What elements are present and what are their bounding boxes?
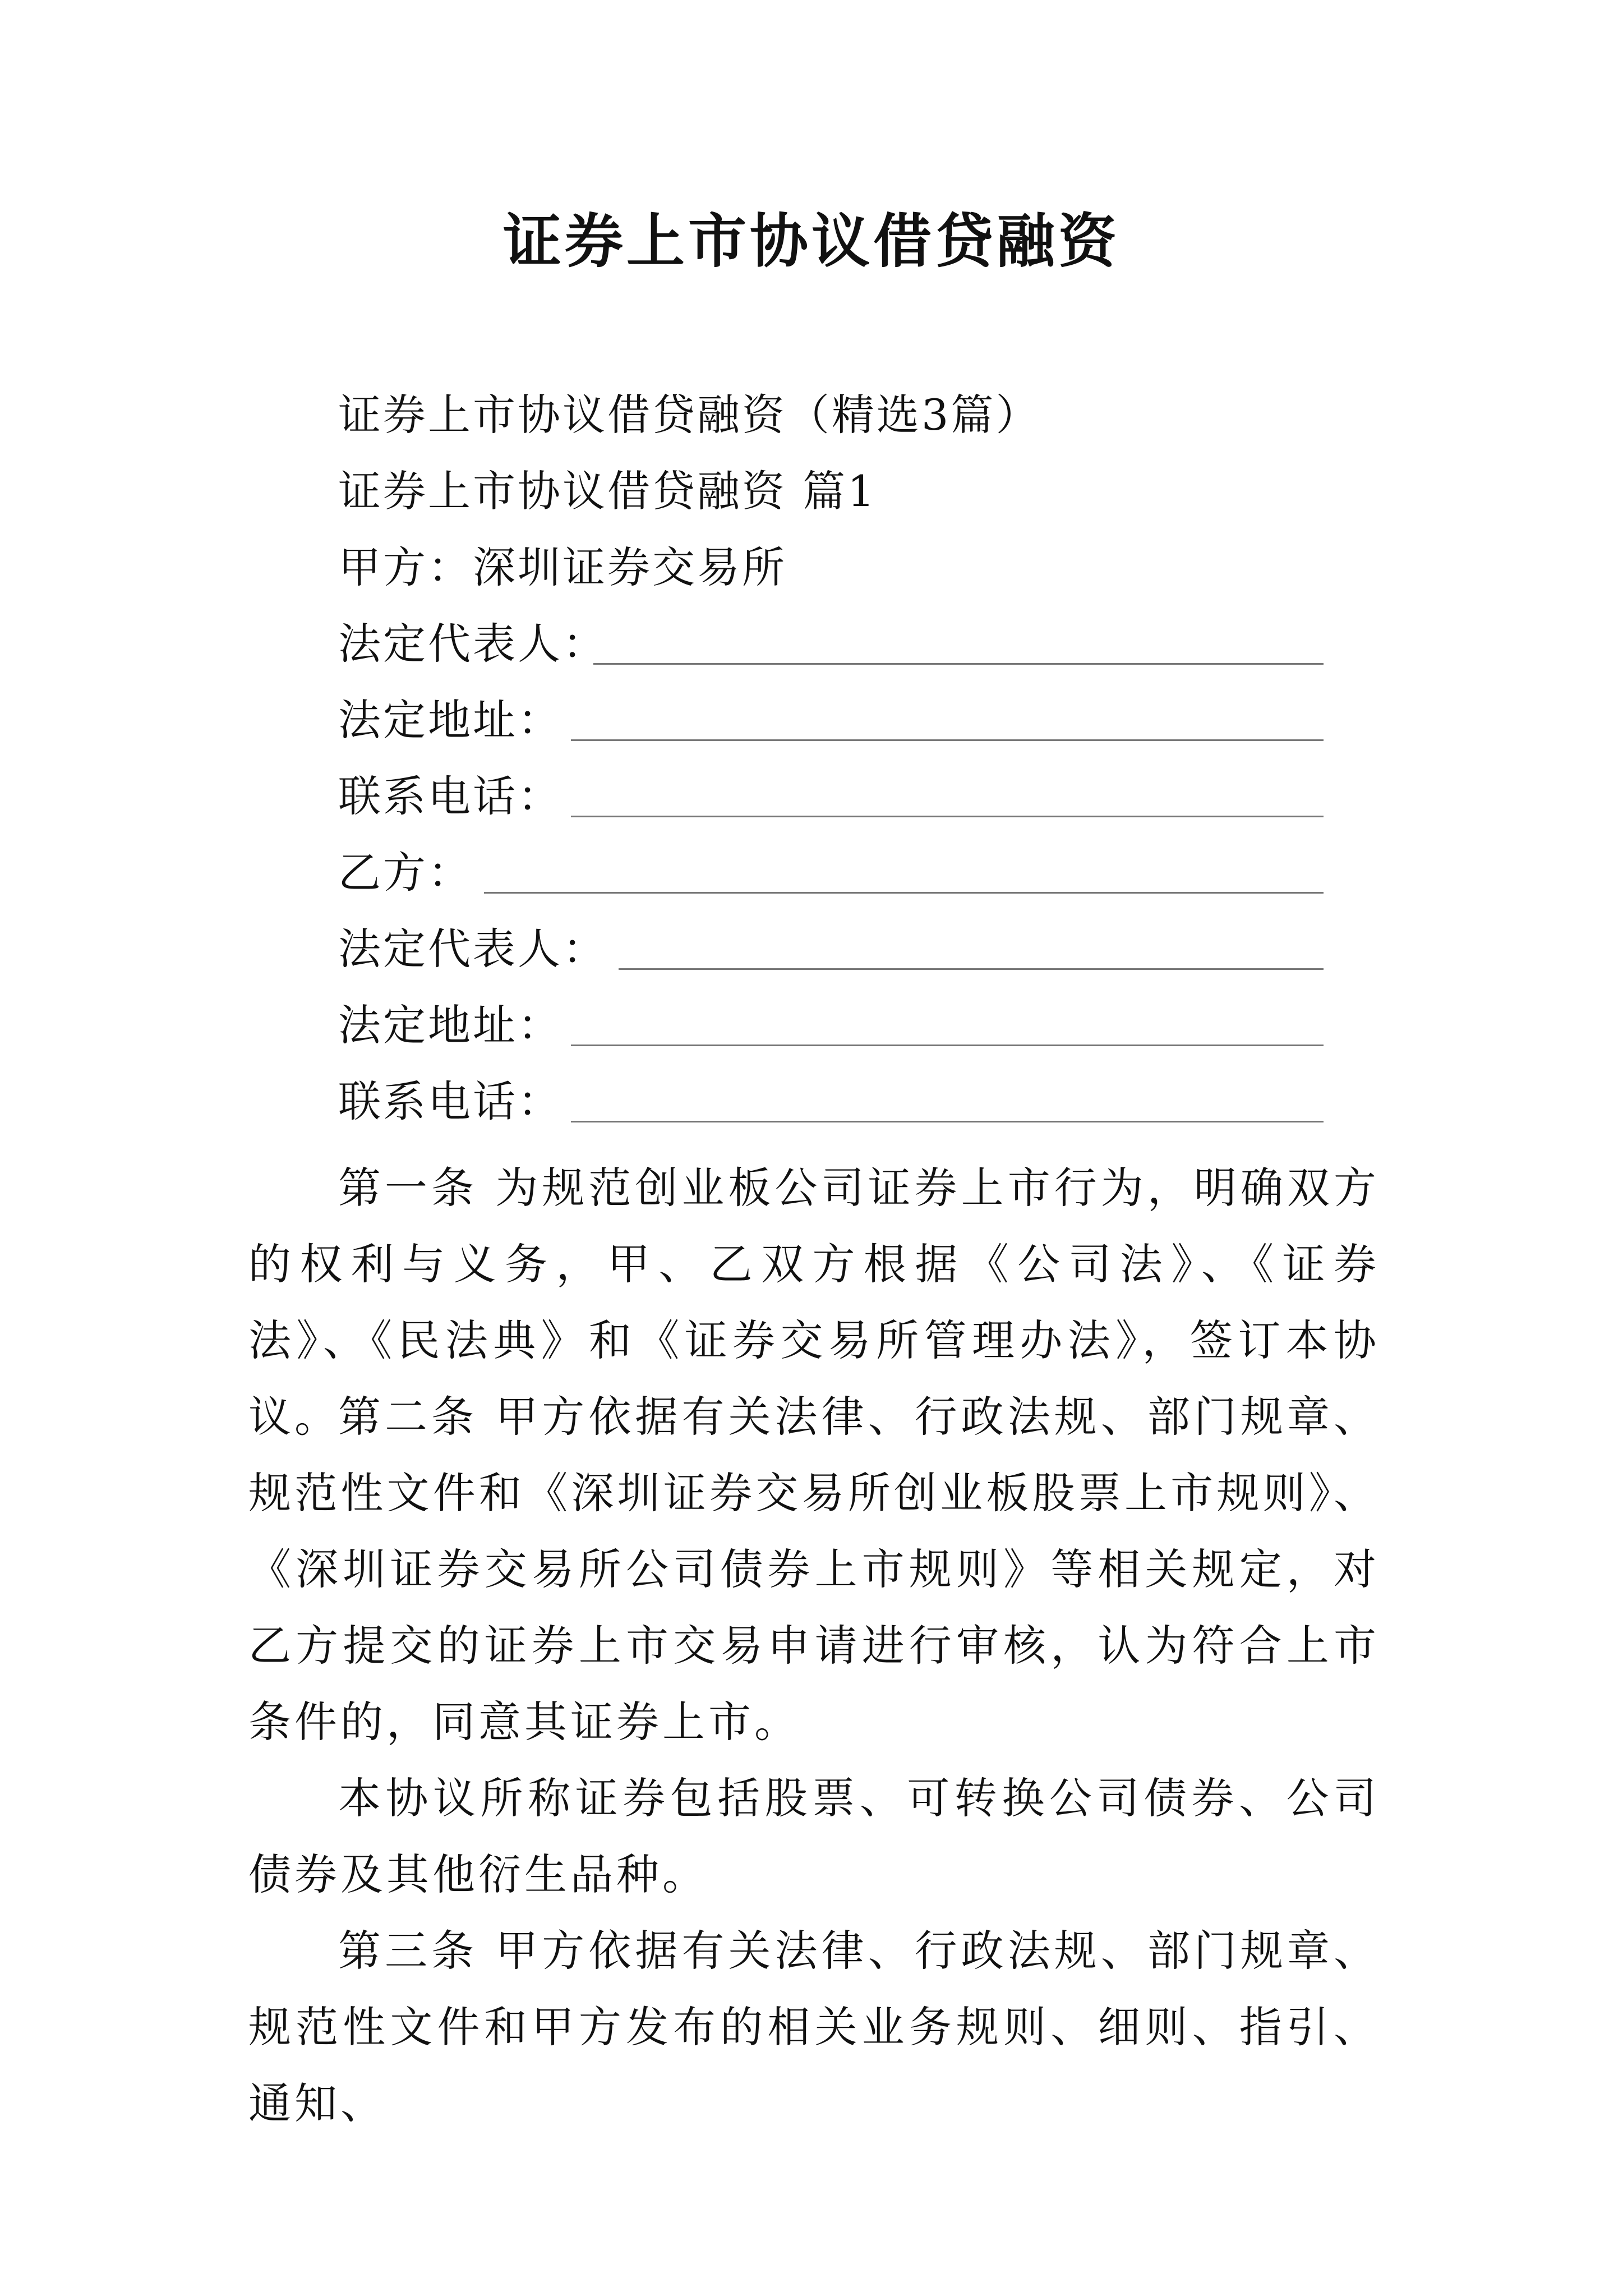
section-heading: 证券上市协议借贷融资 篇1 xyxy=(338,466,877,516)
party-a-representative-field xyxy=(338,616,1324,672)
article-2-paragraph: 第二条 甲方依据有关法律、行政法规、部门规章、规范性文件和《深圳证券交易所创业板股票上市规则》、《深圳证券交易所公司债券上市规则》等相关规定，对乙方提交的证券上市交易申请进行审核，认为符合上市条件的，同意其证券上市。 xyxy=(248,1392,1380,1747)
party-b-representative-blank xyxy=(619,968,1324,970)
party-a-phone-blank xyxy=(571,816,1324,817)
party-a-address-field xyxy=(338,692,1324,748)
party-a-phone-label: 联系电话： xyxy=(338,771,562,821)
party-b-name-label: 乙方： xyxy=(338,848,473,898)
article-3-paragraph: 第三条 甲方依据有关法律、行政法规、部门规章、规范性文件和甲方发布的相关业务规则、细则、指引、通知、 xyxy=(248,1926,1380,2128)
party-b-phone-blank xyxy=(571,1121,1324,1122)
party-a-phone-field xyxy=(338,769,1324,825)
party-b-phone-field xyxy=(338,1074,1324,1130)
document-title: 证券上市协议借贷融资 xyxy=(502,206,1120,275)
party-a-name: 甲方：深圳证券交易所 xyxy=(338,542,787,592)
party-a-address-blank xyxy=(571,739,1324,741)
party-b-name-blank xyxy=(484,892,1324,894)
party-b-address-label: 法定地址： xyxy=(338,1000,562,1050)
securities-definition-paragraph: 本协议所称证券包括股票、可转换公司债券、公司债券及其他衍生品种。 xyxy=(248,1773,1380,1899)
party-a-representative-label: 法定代表人： xyxy=(338,619,607,669)
party-a-representative-blank xyxy=(593,663,1324,665)
party-b-name-field xyxy=(338,845,1324,901)
party-b-address-field xyxy=(338,997,1324,1053)
document-subtitle: 证券上市协议借贷融资（精选3篇） xyxy=(338,390,1041,440)
party-a-address-label: 法定地址： xyxy=(338,695,562,745)
party-b-representative-label: 法定代表人： xyxy=(338,924,607,974)
party-b-representative-field xyxy=(338,921,1324,977)
article-1-paragraph: 第一条 为规范创业板公司证券上市行为，明确双方的权利与义务，甲、乙双方根据《公司法》、《证券法》、《民法典》和《证券交易所管理办法》，签订本协议。 xyxy=(248,1163,1380,1442)
party-b-address-blank xyxy=(571,1045,1324,1046)
party-b-phone-label: 联系电话： xyxy=(338,1076,562,1126)
